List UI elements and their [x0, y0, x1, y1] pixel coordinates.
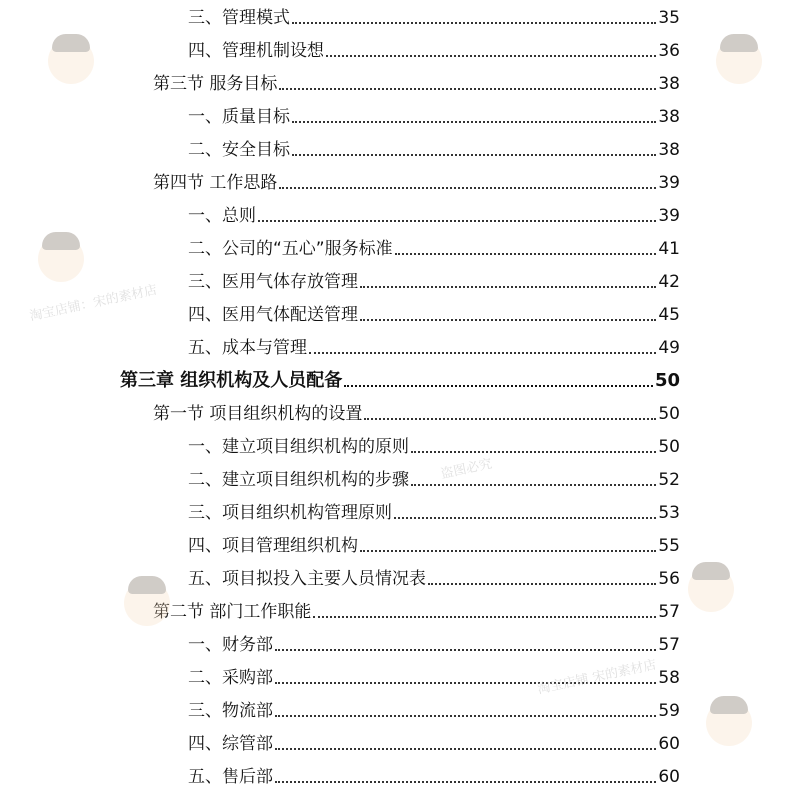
dot-leader — [275, 781, 656, 783]
toc-entry-page: 59 — [658, 701, 680, 721]
toc-entry-page: 60 — [658, 734, 680, 754]
toc-entry[interactable] — [188, 267, 680, 293]
toc-entry[interactable] — [188, 696, 680, 722]
toc-entry-title: 二、建立项目组织机构的步骤 — [188, 470, 409, 490]
toc-entry-title: 三、管理模式 — [188, 8, 290, 28]
watermark-face-icon — [688, 566, 734, 612]
toc-entry-title: 三、医用气体存放管理 — [188, 272, 358, 292]
toc-entry-title: 一、质量目标 — [188, 107, 290, 127]
toc-entry-title: 四、医用气体配送管理 — [188, 305, 358, 325]
watermark-face-icon — [124, 580, 170, 626]
dot-leader — [292, 22, 656, 24]
toc-entry-page: 38 — [658, 107, 680, 127]
toc-entry-page: 35 — [658, 8, 680, 28]
toc-entry-title: 二、采购部 — [188, 668, 273, 688]
watermark-text: 淘宝店铺 宋的素材店 — [536, 657, 658, 698]
toc-entry-page: 38 — [658, 74, 680, 94]
watermark-text: 盗图必究 — [439, 456, 494, 483]
toc-entry-page: 52 — [658, 470, 680, 490]
toc-entry-title: 三、物流部 — [188, 701, 273, 721]
dot-leader — [395, 253, 656, 255]
toc-entry[interactable] — [188, 729, 680, 755]
toc-entry-page: 49 — [658, 338, 680, 358]
toc-entry[interactable] — [153, 597, 680, 623]
toc-entry-page: 56 — [658, 569, 680, 589]
dot-leader — [258, 220, 656, 222]
dot-leader — [411, 451, 656, 453]
watermark-text: 淘宝店铺：宋的素材店 — [28, 282, 159, 325]
toc-entry-page: 55 — [658, 536, 680, 556]
toc-entry-title: 第四节 工作思路 — [153, 173, 278, 193]
dot-leader — [360, 550, 656, 552]
toc-entry-title: 五、项目拟投入主要人员情况表 — [188, 569, 426, 589]
toc-entry[interactable] — [188, 36, 680, 62]
dot-leader — [279, 187, 656, 189]
dot-leader — [428, 583, 656, 585]
toc-entry-page: 53 — [658, 503, 680, 523]
dot-leader — [360, 319, 656, 321]
toc-entry-title: 第三章 组织机构及人员配备 — [120, 370, 343, 391]
dot-leader — [309, 352, 656, 354]
toc-entry[interactable] — [188, 432, 680, 458]
dot-leader — [394, 517, 656, 519]
toc-entry[interactable] — [188, 498, 680, 524]
toc-entry-title: 一、建立项目组织机构的原则 — [188, 437, 409, 457]
dot-leader — [326, 55, 656, 57]
dot-leader — [344, 385, 653, 387]
toc-entry-title: 四、综管部 — [188, 734, 273, 754]
toc-entry-page: 58 — [658, 668, 680, 688]
dot-leader — [275, 748, 656, 750]
toc-entry-page: 50 — [658, 437, 680, 457]
toc-entry[interactable] — [188, 531, 680, 557]
toc-entry[interactable] — [188, 135, 680, 161]
watermark-face-icon — [706, 700, 752, 746]
toc-entry-title: 四、管理机制设想 — [188, 41, 324, 61]
watermark-face-icon — [716, 38, 762, 84]
toc-entry[interactable] — [188, 762, 680, 788]
toc-entry[interactable] — [188, 630, 680, 656]
toc-entry-page: 39 — [658, 206, 680, 226]
dot-leader — [313, 616, 656, 618]
toc-entry[interactable] — [188, 234, 680, 260]
toc-entry[interactable] — [153, 168, 680, 194]
toc-entry[interactable] — [188, 3, 680, 29]
toc-entry-page: 38 — [658, 140, 680, 160]
toc-entry[interactable] — [188, 201, 680, 227]
toc-entry-page: 57 — [658, 635, 680, 655]
toc-entry-title: 五、售后部 — [188, 767, 273, 787]
watermark-face-icon — [38, 236, 84, 282]
toc-entry[interactable] — [188, 465, 680, 491]
dot-leader — [292, 121, 656, 123]
toc-entry-title: 二、安全目标 — [188, 140, 290, 160]
toc-entry-title: 五、成本与管理 — [188, 338, 307, 358]
toc-entry-chapter[interactable] — [120, 366, 680, 392]
toc-entry-page: 39 — [658, 173, 680, 193]
toc-entry-title: 三、项目组织机构管理原则 — [188, 503, 392, 523]
toc-entry-title: 一、总则 — [188, 206, 256, 226]
toc-entry-page: 41 — [658, 239, 680, 259]
dot-leader — [292, 154, 656, 156]
dot-leader — [275, 649, 656, 651]
toc-entry-title: 二、公司的“五心”服务标准 — [188, 239, 393, 259]
toc-entry-title: 一、财务部 — [188, 635, 273, 655]
toc-entry-title: 第二节 部门工作职能 — [153, 602, 312, 622]
dot-leader — [411, 484, 656, 486]
toc-entry[interactable] — [188, 564, 680, 590]
toc-entry-title: 第一节 项目组织机构的设置 — [153, 404, 363, 424]
toc-entry[interactable] — [153, 399, 680, 425]
toc-entry[interactable] — [188, 300, 680, 326]
toc-entry-title: 第三节 服务目标 — [153, 74, 278, 94]
toc-entry-page: 42 — [658, 272, 680, 292]
toc-entry-page: 60 — [658, 767, 680, 787]
toc-entry[interactable] — [188, 333, 680, 359]
dot-leader — [364, 418, 656, 420]
toc-entry-title: 四、项目管理组织机构 — [188, 536, 358, 556]
toc-entry[interactable] — [153, 69, 680, 95]
toc-entry-page: 50 — [658, 404, 680, 424]
dot-leader — [275, 715, 656, 717]
toc-entry-page: 57 — [658, 602, 680, 622]
dot-leader — [279, 88, 656, 90]
toc-entry-page: 45 — [658, 305, 680, 325]
toc-entry-page: 36 — [658, 41, 680, 61]
watermark-face-icon — [48, 38, 94, 84]
dot-leader — [360, 286, 656, 288]
toc-entry-page: 50 — [654, 370, 680, 391]
toc-entry[interactable] — [188, 102, 680, 128]
